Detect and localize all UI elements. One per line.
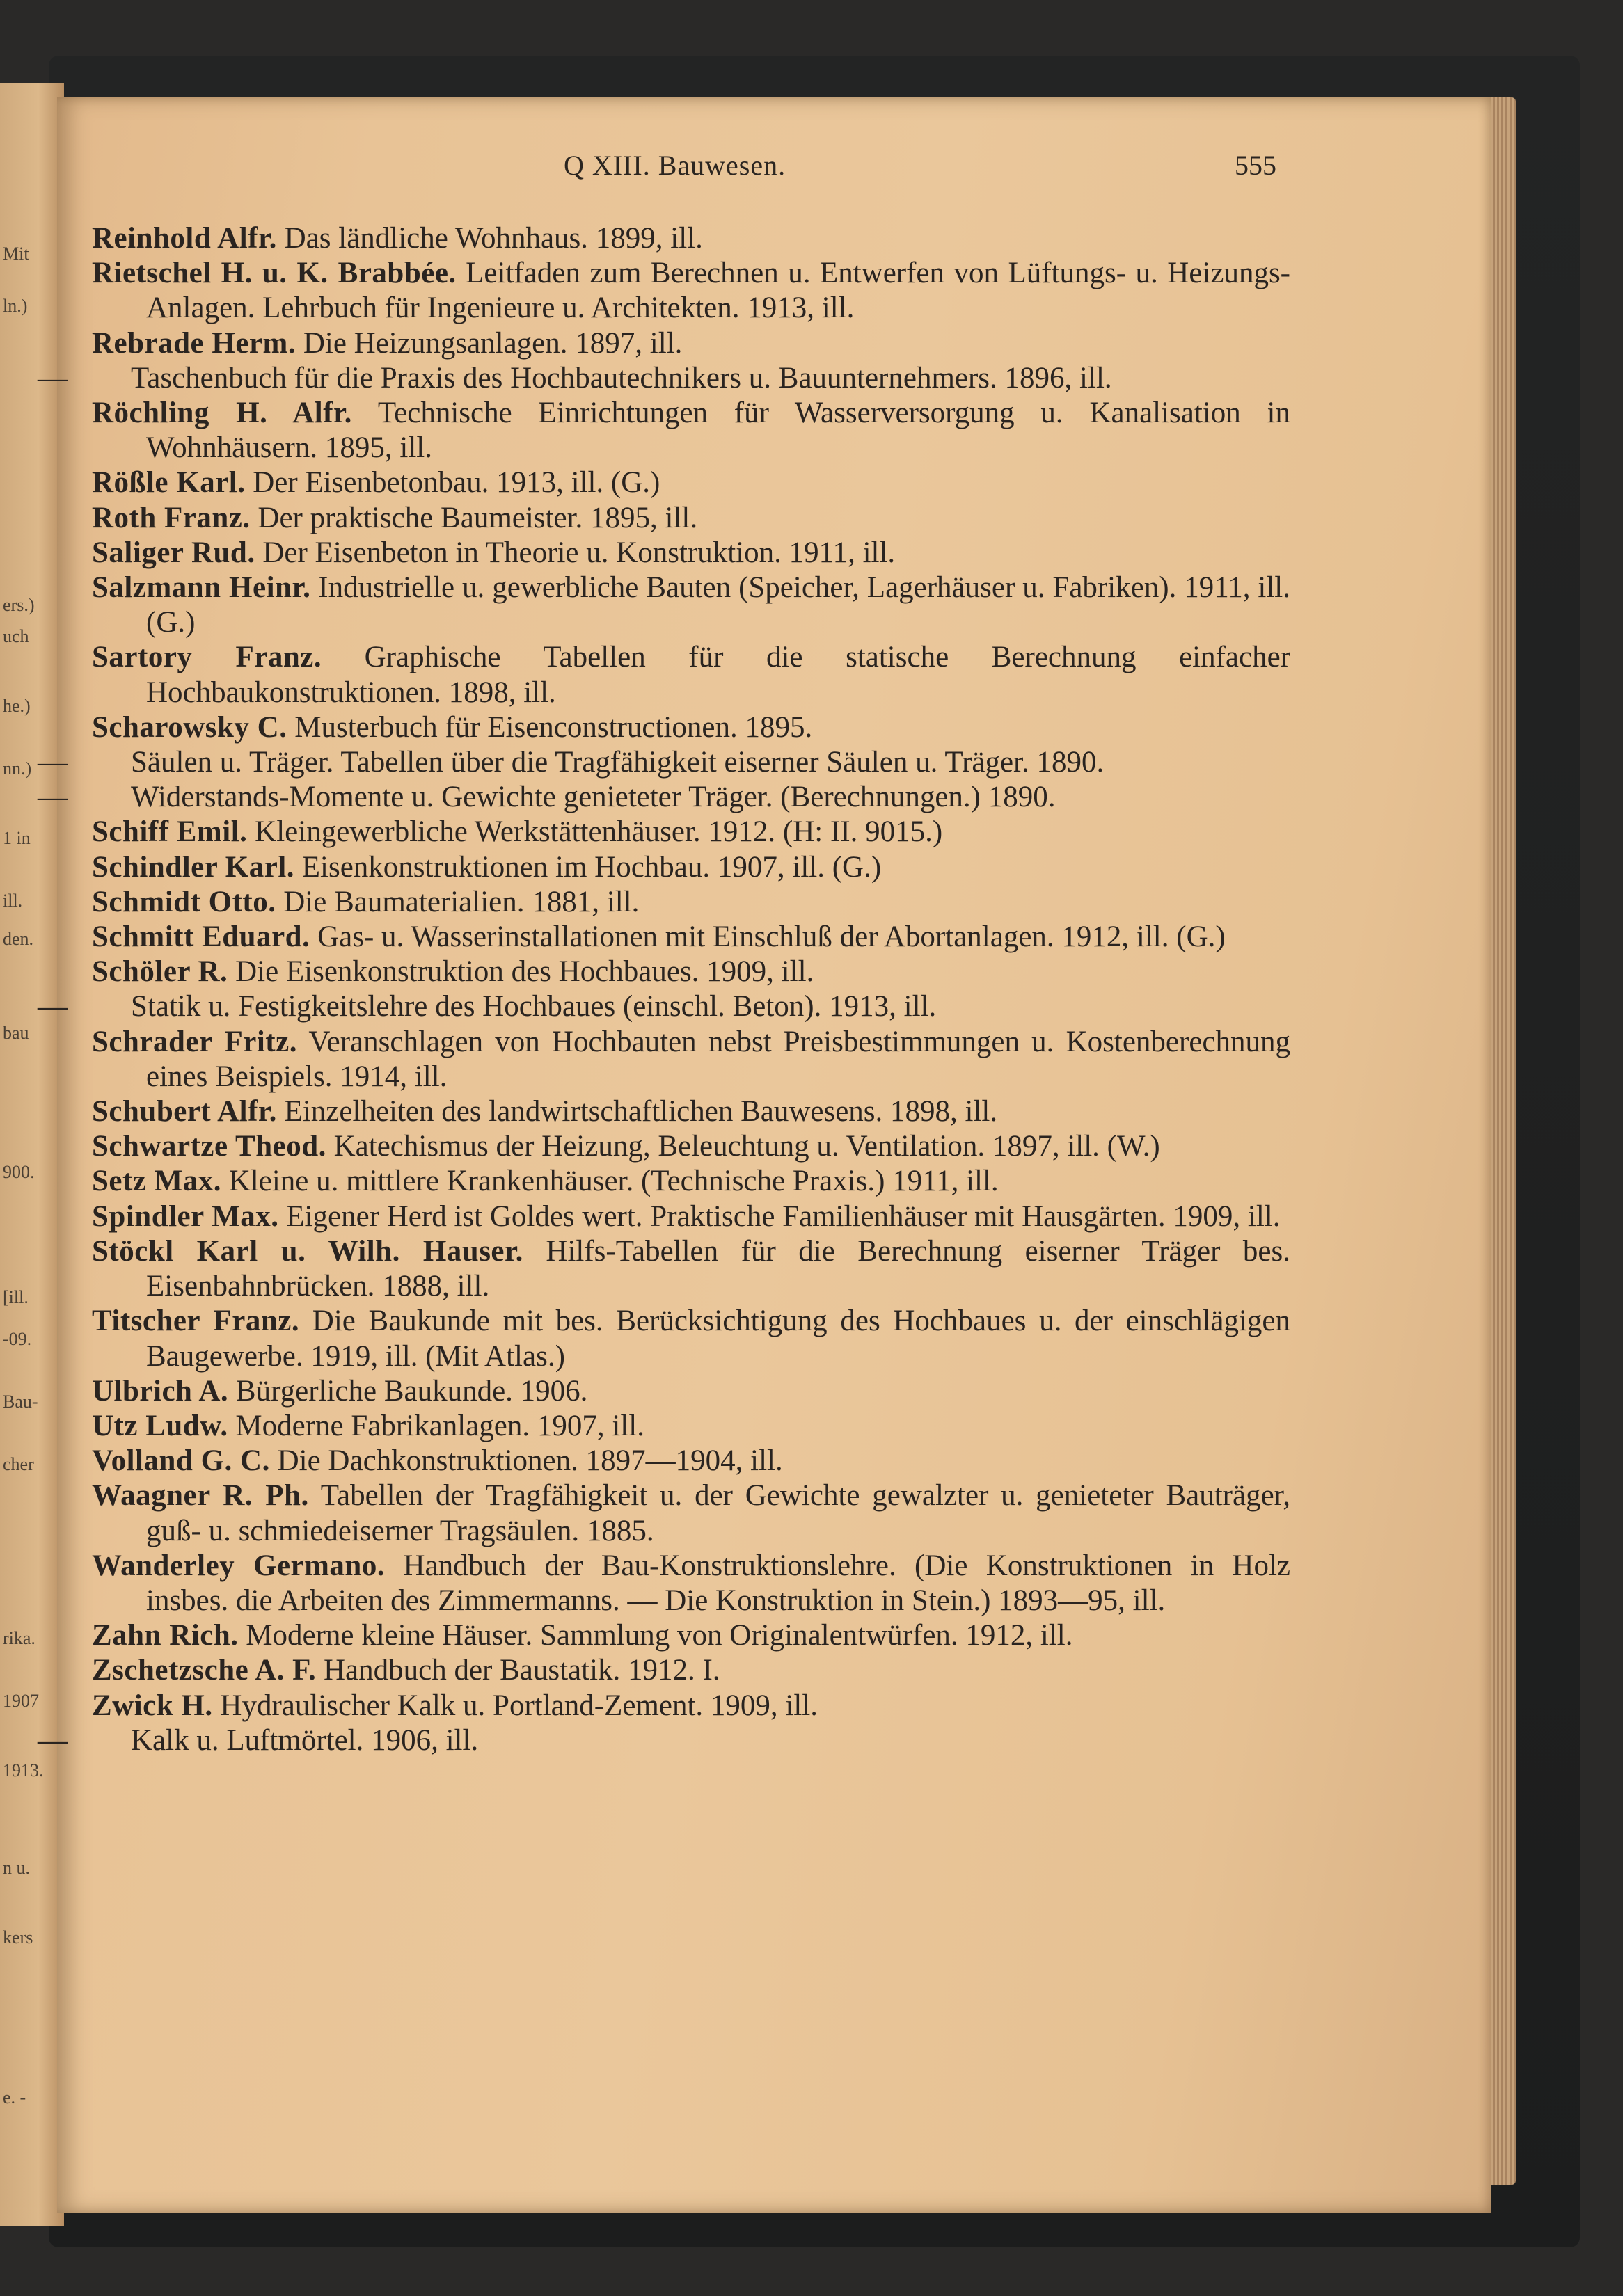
bibliography-entry bbox=[92, 815, 1290, 850]
entry-author: Zwick H. bbox=[92, 1689, 213, 1722]
bibliography-entry bbox=[92, 396, 1290, 465]
page-header bbox=[0, 149, 1623, 191]
bibliography-entry bbox=[38, 361, 1290, 396]
bibliography-entry bbox=[92, 1409, 1290, 1444]
left-page-fragment: uch bbox=[3, 626, 29, 646]
bibliography-entry bbox=[38, 1723, 1290, 1758]
entry-text: Der Eisenbeton in Theorie u. Konstruktion. 1911, ill. bbox=[262, 536, 896, 569]
bibliography-entry bbox=[92, 501, 1290, 536]
entry-author: Spindler Max. bbox=[92, 1199, 279, 1233]
left-page-fragment: ln.) bbox=[3, 296, 28, 316]
entry-author: Waagner R. Ph. bbox=[92, 1479, 309, 1513]
bibliography-entry bbox=[92, 536, 1290, 571]
bibliography-entry bbox=[92, 885, 1290, 920]
entry-text: Technische Einrichtungen für Wasserversorgung u. Kanalisation in Wohnhäusern. 1895, ill. bbox=[146, 397, 1290, 465]
bibliography-entry bbox=[92, 221, 1290, 256]
entry-text: Die Dachkonstruktionen. 1897—1904, ill. bbox=[277, 1444, 783, 1478]
entry-text: Die Baukunde mit bes. Berücksichtigung des Hochbaues u. der einschlägigen Baugewerbe. 1919, ill. (Mit Atlas.) bbox=[146, 1305, 1291, 1373]
bibliography-entry bbox=[92, 1129, 1290, 1164]
bibliography-entry bbox=[92, 1374, 1290, 1409]
left-page-fragment: 1913. bbox=[3, 1760, 44, 1780]
entry-text: Leitfaden zum Berechnen u. Entwerfen von Lüftungs- u. Heizungs-Anlagen. Lehrbuch für Ingenieure u. Architekten. 1913, ill. bbox=[146, 257, 1290, 325]
bibliography-entry bbox=[92, 920, 1290, 955]
entry-text: Katechismus der Heizung, Beleuchtung u. Ventilation. 1897, ill. (W.) bbox=[333, 1130, 1160, 1163]
entry-text: Statik u. Festigkeitslehre des Hochbaues (einschl. Beton). 1913, ill. bbox=[131, 990, 937, 1023]
bibliography-entry bbox=[92, 1653, 1290, 1688]
entry-text: Musterbuch für Eisenconstructionen. 1895. bbox=[294, 710, 813, 744]
entry-author: Saliger Rud. bbox=[92, 536, 255, 569]
left-page-fragment: e. - bbox=[3, 2087, 26, 2107]
left-page-edge bbox=[0, 83, 64, 2226]
bibliography-entry bbox=[92, 1689, 1290, 1723]
entry-text: Der praktische Baumeister. 1895, ill. bbox=[258, 501, 698, 534]
left-page-fragment: nn.) bbox=[3, 758, 32, 779]
entry-author: Schrader Fritz. bbox=[92, 1025, 297, 1058]
left-page-fragment: n u. bbox=[3, 1858, 30, 1878]
left-page-fragment: -09. bbox=[3, 1329, 32, 1349]
entry-author: Salzmann Heinr. bbox=[92, 571, 311, 605]
entry-text: Moderne Fabrikanlagen. 1907, ill. bbox=[235, 1409, 644, 1442]
ditto-dash: — bbox=[38, 990, 68, 1023]
entry-author: Schwartze Theod. bbox=[92, 1130, 326, 1163]
entry-text: Säulen u. Träger. Tabellen über die Tragfähigkeit eiserner Säulen u. Träger. 1890. bbox=[131, 746, 1105, 779]
entry-text: Handbuch der Baustatik. 1912. I. bbox=[323, 1654, 720, 1687]
bibliography-list bbox=[38, 221, 1291, 1758]
bibliography-entry bbox=[92, 326, 1290, 361]
left-page-fragment: [ill. bbox=[3, 1287, 29, 1307]
bibliography-entry bbox=[92, 640, 1290, 710]
left-page-fragment: den. bbox=[3, 929, 34, 949]
bibliography-entry bbox=[92, 1199, 1290, 1234]
bibliography-entry bbox=[38, 745, 1290, 780]
entry-author: Reinhold Alfr. bbox=[92, 222, 277, 255]
entry-text: Veranschlagen von Hochbauten nebst Preisbestimmungen u. Kostenberechnung eines Beispiels. 1914, ill. bbox=[146, 1025, 1290, 1093]
ditto-dash: — bbox=[38, 1723, 68, 1757]
left-page-fragment: 1 in bbox=[3, 828, 31, 848]
entry-author: Schmitt Eduard. bbox=[92, 920, 310, 954]
left-page-fragment: kers bbox=[3, 1927, 33, 1947]
bibliography-entry bbox=[92, 1094, 1290, 1129]
entry-text: Kleingewerbliche Werkstättenhäuser. 1912. (H: II. 9015.) bbox=[255, 815, 943, 849]
page-number: 555 bbox=[1235, 150, 1276, 181]
bibliography-entry bbox=[92, 1444, 1290, 1478]
bibliography-entry bbox=[92, 1025, 1290, 1094]
bibliography-entry bbox=[92, 571, 1290, 640]
entry-author: Stöckl Karl u. Wilh. Hauser. bbox=[92, 1234, 523, 1268]
section-title: Q XIII. Bauwesen. bbox=[564, 150, 786, 181]
entry-author: Ulbrich A. bbox=[92, 1374, 229, 1408]
ditto-dash: — bbox=[38, 746, 68, 779]
ditto-dash: — bbox=[38, 781, 68, 814]
entry-text: Gas- u. Wasserinstallationen mit Einschluß der Abortanlagen. 1912, ill. (G.) bbox=[317, 920, 1226, 954]
entry-text: Eisenkonstruktionen im Hochbau. 1907, ill. (G.) bbox=[301, 850, 882, 884]
entry-text: Widerstands-Momente u. Gewichte genieteter Träger. (Berechnungen.) 1890. bbox=[131, 781, 1056, 814]
entry-author: Titscher Franz. bbox=[92, 1305, 300, 1338]
left-page-fragment: Mit bbox=[3, 244, 29, 264]
entry-text: Die Heizungsanlagen. 1897, ill. bbox=[303, 326, 683, 360]
bibliography-entry bbox=[92, 1549, 1290, 1618]
left-page-fragment: ers.) bbox=[3, 595, 35, 615]
entry-author: Sartory Franz. bbox=[92, 641, 322, 674]
bibliography-entry bbox=[92, 1164, 1290, 1199]
entry-text: Kalk u. Luftmörtel. 1906, ill. bbox=[131, 1723, 479, 1757]
bibliography-entry bbox=[92, 256, 1290, 326]
entry-author: Rößle Karl. bbox=[92, 466, 246, 500]
entry-text: Eigener Herd ist Goldes wert. Praktische Familienhäuser mit Hausgärten. 1909, ill. bbox=[286, 1199, 1281, 1233]
entry-text: Die Baumaterialien. 1881, ill. bbox=[283, 885, 640, 918]
entry-author: Schmidt Otto. bbox=[92, 885, 276, 918]
entry-text: Der Eisenbetonbau. 1913, ill. (G.) bbox=[253, 466, 660, 500]
entry-text: Graphische Tabellen für die statische Berechnung einfacher Hochbaukonstruktionen. 1898, ill. bbox=[146, 641, 1290, 709]
entry-text: Kleine u. mittlere Krankenhäuser. (Technische Praxis.) 1911, ill. bbox=[228, 1165, 999, 1198]
left-page-fragment: Bau- bbox=[3, 1392, 38, 1412]
entry-text: Bürgerliche Baukunde. 1906. bbox=[235, 1374, 588, 1408]
entry-author: Zahn Rich. bbox=[92, 1619, 239, 1652]
entry-text: Tabellen der Tragfähigkeit u. der Gewichte gewalzter u. genieteter Bauträger, guß- u. schmiedeiserner Tragsäulen. 1885. bbox=[146, 1479, 1290, 1547]
entry-author: Wanderley Germano. bbox=[92, 1549, 386, 1582]
entry-text: Industrielle u. gewerbliche Bauten (Speicher, Lagerhäuser u. Fabriken). 1911, ill. (G.) bbox=[146, 571, 1290, 639]
entry-author: Utz Ludw. bbox=[92, 1409, 228, 1442]
entry-author: Rietschel H. u. K. Brabbée. bbox=[92, 257, 457, 290]
bibliography-entry bbox=[92, 850, 1290, 885]
ditto-dash: — bbox=[38, 361, 68, 394]
left-page-fragment: cher bbox=[3, 1454, 34, 1474]
bibliography-entry bbox=[92, 465, 1290, 500]
left-page-fragment: he.) bbox=[3, 696, 31, 716]
bibliography-entry bbox=[92, 1618, 1290, 1653]
entry-text: Handbuch der Bau-Konstruktionslehre. (Die Konstruktionen in Holz insbes. die Arbeiten des Zimmermanns. — Die Konstruktion in Stein.) 1893—95, ill. bbox=[146, 1549, 1291, 1617]
left-page-fragment: rika. bbox=[3, 1628, 35, 1648]
entry-author: Schubert Alfr. bbox=[92, 1095, 277, 1129]
entry-author: Schiff Emil. bbox=[92, 815, 248, 849]
left-page-fragment: ill. bbox=[3, 891, 23, 911]
entry-author: Scharowsky C. bbox=[92, 710, 287, 744]
bibliography-entry bbox=[92, 1304, 1290, 1373]
left-page-fragment: bau bbox=[3, 1023, 29, 1043]
entry-text: Hilfs-Tabellen für die Berechnung eiserner Träger bes. Eisenbahnbrücken. 1888, ill. bbox=[146, 1234, 1290, 1303]
entry-text: Einzelheiten des landwirtschaftlichen Bauwesens. 1898, ill. bbox=[284, 1095, 998, 1129]
bibliography-entry bbox=[92, 710, 1290, 745]
entry-text: Hydraulischer Kalk u. Portland-Zement. 1909, ill. bbox=[220, 1689, 818, 1722]
bibliography-entry bbox=[92, 1234, 1290, 1304]
entry-author: Röchling H. Alfr. bbox=[92, 397, 352, 430]
bibliography-entry bbox=[38, 780, 1290, 815]
entry-author: Schindler Karl. bbox=[92, 850, 295, 884]
entry-author: Rebrade Herm. bbox=[92, 326, 296, 360]
entry-author: Schöler R. bbox=[92, 955, 228, 989]
entry-author: Zschetzsche A. F. bbox=[92, 1654, 317, 1687]
entry-text: Das ländliche Wohnhaus. 1899, ill. bbox=[284, 222, 703, 255]
entry-text: Moderne kleine Häuser. Sammlung von Originalentwürfen. 1912, ill. bbox=[246, 1619, 1073, 1652]
entry-author: Setz Max. bbox=[92, 1165, 221, 1198]
bibliography-entry bbox=[38, 989, 1290, 1024]
bibliography-entry bbox=[92, 1478, 1290, 1548]
left-page-fragment: 1907 bbox=[3, 1691, 39, 1711]
left-page-fragment: 900. bbox=[3, 1162, 35, 1182]
entry-author: Volland G. C. bbox=[92, 1444, 270, 1478]
entry-text: Taschenbuch für die Praxis des Hochbautechnikers u. Bauunternehmers. 1896, ill. bbox=[131, 361, 1112, 394]
bibliography-entry bbox=[92, 955, 1290, 989]
entry-author: Roth Franz. bbox=[92, 501, 251, 534]
entry-text: Die Eisenkonstruktion des Hochbaues. 1909, ill. bbox=[235, 955, 814, 989]
